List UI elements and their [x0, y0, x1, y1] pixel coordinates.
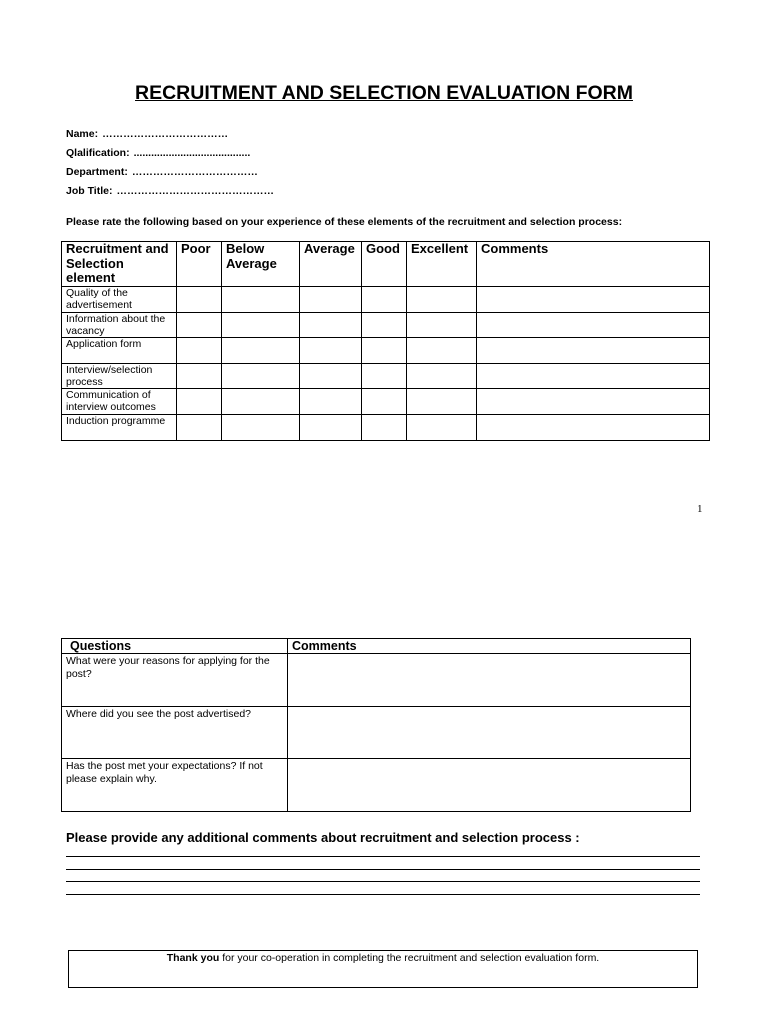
- excellent-cell[interactable]: [407, 338, 477, 364]
- below-average-cell[interactable]: [222, 338, 300, 364]
- table-row: [62, 414, 710, 440]
- header-questions: Questions: [62, 639, 288, 654]
- department-label: Department:: [66, 166, 128, 178]
- good-cell[interactable]: [362, 363, 407, 389]
- rating-table: [61, 241, 710, 441]
- below-average-cell[interactable]: [222, 414, 300, 440]
- average-cell[interactable]: [300, 287, 362, 313]
- poor-cell[interactable]: [177, 338, 222, 364]
- excellent-cell[interactable]: [407, 312, 477, 338]
- header-comments: Comments: [288, 639, 691, 654]
- name-dots: ………………………………: [102, 128, 229, 140]
- table-row: [62, 338, 710, 364]
- poor-cell[interactable]: [177, 414, 222, 440]
- row-label: Interview/selection process: [62, 363, 177, 389]
- comment-line[interactable]: [66, 856, 700, 857]
- excellent-cell[interactable]: [407, 363, 477, 389]
- header-comments: Comments: [477, 242, 710, 287]
- row-label: Application form: [62, 338, 177, 364]
- excellent-cell[interactable]: [407, 389, 477, 415]
- qualification-label: Qlalification:: [66, 147, 130, 159]
- excellent-cell[interactable]: [407, 414, 477, 440]
- header-average: Average: [300, 242, 362, 287]
- poor-cell[interactable]: [177, 389, 222, 415]
- good-cell[interactable]: [362, 389, 407, 415]
- comments-cell[interactable]: [477, 363, 710, 389]
- form-title: RECRUITMENT AND SELECTION EVALUATION FORM: [135, 82, 633, 104]
- page-number: 1: [697, 503, 703, 515]
- questions-table: [61, 638, 691, 812]
- additional-comments-heading: Please provide any additional comments about recruitment and selection process :: [66, 830, 580, 845]
- row-label: Information about the vacancy: [62, 312, 177, 338]
- table-row: [62, 363, 710, 389]
- thank-you-bold: Thank you: [166, 952, 220, 964]
- name-label: Name:: [66, 128, 99, 140]
- average-cell[interactable]: [300, 338, 362, 364]
- header-below-average: Below Average: [222, 242, 300, 287]
- qualification-dots: ........................................: [133, 147, 251, 159]
- average-cell[interactable]: [300, 414, 362, 440]
- answer-cell[interactable]: [288, 759, 691, 812]
- average-cell[interactable]: [300, 312, 362, 338]
- comments-cell[interactable]: [477, 338, 710, 364]
- poor-cell[interactable]: [177, 287, 222, 313]
- comments-cell[interactable]: [477, 389, 710, 415]
- comment-line[interactable]: [66, 869, 700, 870]
- job-title-label: Job Title:: [66, 185, 113, 197]
- questions-header-row: [62, 639, 691, 654]
- row-label: Induction programme: [62, 414, 177, 440]
- thank-you-text: for your co-operation in completing the recruitment and selection evaluation form.: [219, 952, 600, 964]
- table-row: [62, 312, 710, 338]
- rating-header-row: [62, 242, 710, 287]
- department-dots: ………………………………: [131, 166, 258, 178]
- table-row: [62, 389, 710, 415]
- comments-cell[interactable]: [477, 287, 710, 313]
- header-poor: Poor: [177, 242, 222, 287]
- good-cell[interactable]: [362, 287, 407, 313]
- below-average-cell[interactable]: [222, 312, 300, 338]
- header-element: Recruitment and Selection element: [62, 242, 177, 287]
- job-title-field[interactable]: [66, 185, 274, 197]
- below-average-cell[interactable]: [222, 389, 300, 415]
- good-cell[interactable]: [362, 312, 407, 338]
- comments-cell[interactable]: [477, 414, 710, 440]
- below-average-cell[interactable]: [222, 363, 300, 389]
- poor-cell[interactable]: [177, 363, 222, 389]
- thank-you-box: [68, 950, 698, 988]
- qualification-field[interactable]: [66, 147, 250, 159]
- comment-line[interactable]: [66, 881, 700, 882]
- poor-cell[interactable]: [177, 312, 222, 338]
- job-title-dots: ………………………………………: [116, 185, 274, 197]
- average-cell[interactable]: [300, 363, 362, 389]
- below-average-cell[interactable]: [222, 287, 300, 313]
- department-field[interactable]: [66, 166, 258, 178]
- row-label: Communication of interview outcomes: [62, 389, 177, 415]
- good-cell[interactable]: [362, 414, 407, 440]
- comment-line[interactable]: [66, 894, 700, 895]
- table-row: [62, 654, 691, 707]
- answer-cell[interactable]: [288, 654, 691, 707]
- average-cell[interactable]: [300, 389, 362, 415]
- question-text: Has the post met your expectations? If not please explain why.: [62, 759, 288, 812]
- question-text: Where did you see the post advertised?: [62, 706, 288, 759]
- question-text: What were your reasons for applying for the post?: [62, 654, 288, 707]
- name-field[interactable]: [66, 128, 228, 140]
- good-cell[interactable]: [362, 338, 407, 364]
- row-label: Quality of the advertisement: [62, 287, 177, 313]
- answer-cell[interactable]: [288, 706, 691, 759]
- table-row: [62, 287, 710, 313]
- excellent-cell[interactable]: [407, 287, 477, 313]
- table-row: [62, 706, 691, 759]
- rating-instruction: Please rate the following based on your experience of these elements of the recruitment and selection process:: [66, 216, 623, 228]
- header-good: Good: [362, 242, 407, 287]
- table-row: [62, 759, 691, 812]
- comments-cell[interactable]: [477, 312, 710, 338]
- header-excellent: Excellent: [407, 242, 477, 287]
